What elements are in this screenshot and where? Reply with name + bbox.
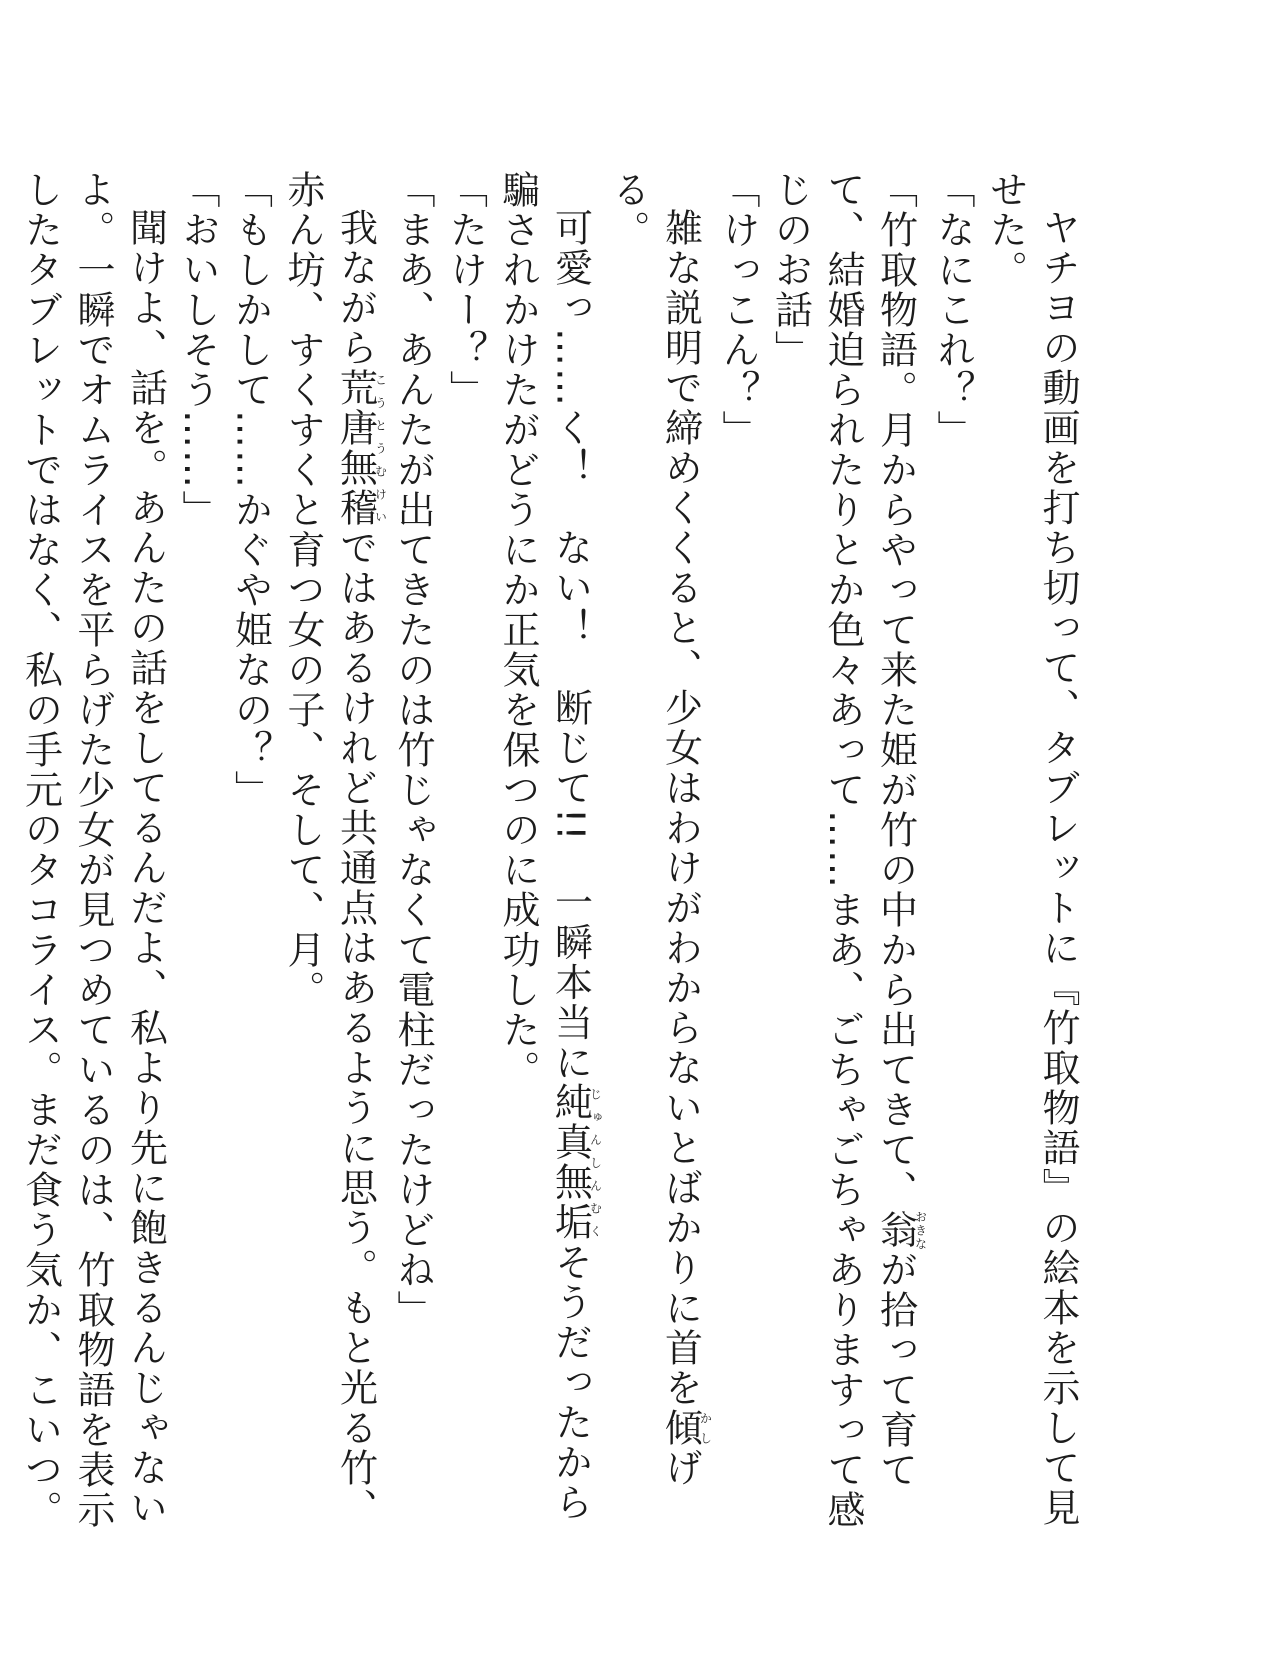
- text-run: 「竹取物語。月からやって来た姫が竹の中から出てきて、: [873, 170, 918, 1210]
- dialogue-take: 「たけー？」: [443, 170, 488, 410]
- text-run: ではあるけれど共通点はあるように思う。もと光る竹、赤ん坊、すくすくと育つ女の子、そして、月。: [281, 170, 378, 1528]
- ruby-okina: 翁おきな: [873, 1210, 928, 1250]
- paragraph-narration-4: [277, 170, 387, 1530]
- text-run: 雑な説明で締めくくると、少女はわけがわからないとばかりに首を: [658, 208, 703, 1408]
- dialogue-taketori-explanation: [764, 170, 927, 1530]
- dialogue-denchuu: 「まあ、あんたが出てきたのは竹じゃなくて電柱だったけどね」: [391, 170, 435, 1330]
- dialogue-nanikore: 「なにこれ？」: [931, 170, 975, 450]
- paragraph-narration-3: [492, 170, 602, 1530]
- text-run: そうだったから騙されかけたがどうにか正気を保つのに成功した。: [496, 170, 593, 1523]
- dialogue-oishisou: 「おいしそう……」: [176, 170, 220, 530]
- dialogue-kekkon: 「けっこん？」: [716, 170, 760, 450]
- text-run: 我ながら: [333, 208, 378, 368]
- text-run: げる。: [606, 170, 703, 1488]
- dialogue-kaguyahime: 「もしかして……かぐや姫なの？」: [228, 170, 273, 810]
- text-run: が拾って育てて、結婚迫られたりとか色々あって……まあ、ごちゃごちゃありますって感じのお話」: [768, 170, 918, 1530]
- ruby-koutoumukei: 荒唐無稽こうとうむけい: [333, 368, 388, 528]
- paragraph-narration-1: ヤチヨの動画を打ち切って、タブレットに『竹取物語』の絵本を示して見せた。: [983, 170, 1080, 1528]
- text-run: 可愛っ……く！ ない！ 断じて!! 一瞬本当に: [548, 208, 593, 1083]
- ruby-junshinmuku: 純真無垢じゅんしんむく: [548, 1082, 603, 1243]
- paragraph-narration-2: [602, 170, 712, 1530]
- ruby-kashi: 傾かし: [658, 1408, 713, 1448]
- vertical-text-body: [18, 170, 1084, 1530]
- paragraph-narration-5: 聞けよ、話を。あんたの話をしてるんだよ、私より先に飽きるんじゃないよ。一瞬でオムライスを平らげた少女が見つめているのは、竹取物語を表示したタブレットではなく、私の手元のタコライス。まだ食う気か、こいつ。: [18, 170, 168, 1530]
